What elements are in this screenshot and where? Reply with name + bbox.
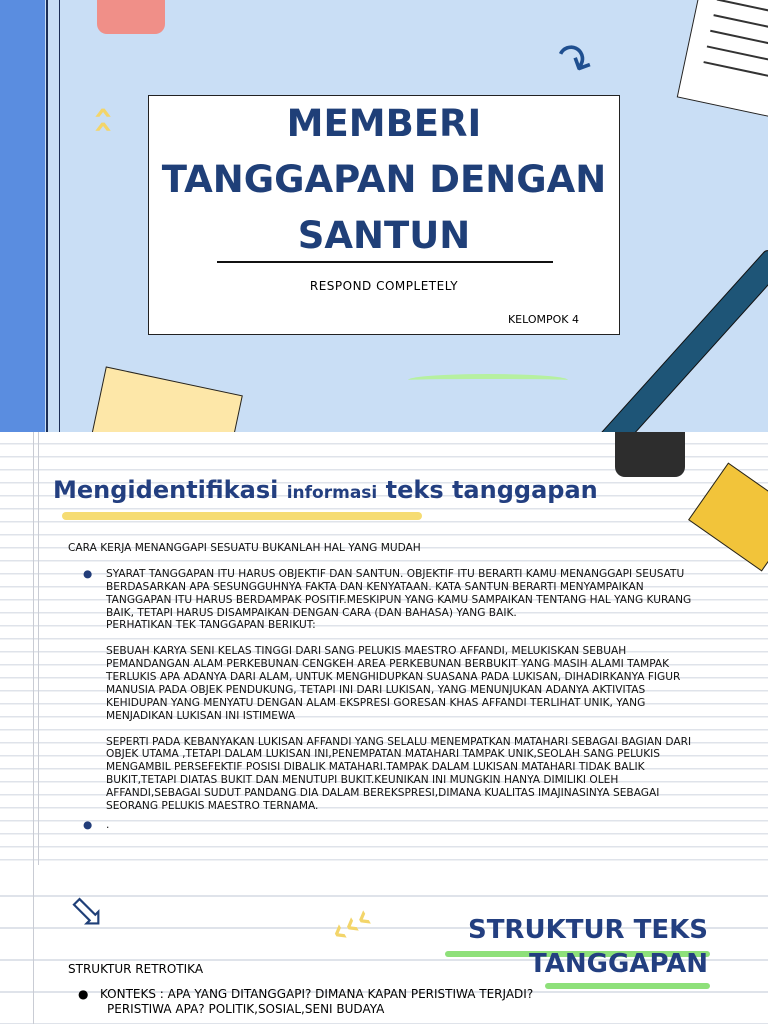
slide-title (149, 96, 619, 264)
paragraph: SEBUAH KARYA SENI KELAS TINGGI DARI SANG PELUKIS MAESTRO AFFANDI, MELUKISKAN SEBUAH PEMANDANGAN ALAM PERKEBUNAN CENGKEH AREA PERKEBUNAN BERBUKIT YANG MASIH ALAMI TAMPAK TERLUKIS APA ADANYA DARI ALAM, UNTUK MENGHIDUPKAN SUASANA PADA LUKISAN, DIHADIRKANYA FIGUR MANUSIA PADA OBJEK PENDUKUNG, TETAPI INI DARI LUKISAN, YANG MENUNJUKAN ADANYA AKTIVITAS KEHIDUPAN YANG MENYATU DENGAN ALAM EKSPRESI GORESAN KHAS AFFANDI TERLIHAT UNIK, YANG MENJADIKAN LUKISAN INI ISTIMEWA (106, 645, 681, 722)
slide-heading: TANGGAPAN (529, 949, 708, 979)
subtitle: RESPOND COMPLETELY (309, 279, 459, 293)
paper-icon (677, 0, 768, 120)
list-item (78, 987, 533, 1017)
section-label: STRUKTUR RETROTIKA (68, 962, 204, 976)
title-rule (217, 261, 553, 263)
divider (46, 0, 48, 432)
list-item (68, 819, 708, 832)
bullet-text: PERHATIKAN TEK TANGGAPAN BERIKUT: (106, 619, 316, 632)
left-strip (0, 0, 45, 432)
eraser-icon (97, 0, 165, 34)
squiggle-icon (408, 374, 568, 386)
note-icon (87, 366, 243, 432)
heading-part: teks tanggapan (385, 476, 598, 504)
bullet-icon: ● (83, 567, 93, 580)
heading-part: Mengidentifikasi (53, 476, 279, 504)
arrow-icon: ⇨ (57, 881, 120, 944)
slide-heading: STRUKTUR TEKS (467, 915, 708, 945)
margin-line (33, 432, 34, 865)
title-slide (0, 0, 768, 432)
bullet-text: KONTEKS : APA YANG DITANGGAPI? DIMANA KAPAN PERISTIWA TERJADI? (99, 987, 534, 1001)
divider (59, 0, 60, 432)
bullet-icon: ● (83, 818, 93, 831)
slide-body (68, 542, 708, 832)
bullet-text: SYARAT TANGGAPAN ITU HARUS OBJEKTIF DAN SANTUN. OBJEKTIF ITU BERARTI KAMU MENANGGAPI SEUSATU BERDASARKAN APA SESUNGGUHNYA FAKTA DAN KENYATAAN. KATA SANTUN BERARTI MENYAMPAIKAN TANGGAPAN ITU HARUS BERDAMPAK POSITIF.MESKIPUN YANG KAMU SAMPAIKAN TENTANG HAL YANG KURANG BAIK, TETAPI HARUS DISAMPAIKAN DENGAN CARA (DAN BAHASA) YANG BAIK. (106, 567, 692, 619)
bullet-text: . (106, 818, 110, 831)
margin-line (38, 432, 39, 865)
title-line: MEMBERI (286, 102, 482, 145)
curved-arrow-icon: ↷ (545, 30, 601, 93)
chevrons-icon: ›› (82, 105, 123, 135)
content-slide (0, 432, 768, 865)
margin-line (33, 865, 34, 1024)
group-label: KELOMPOK 4 (507, 313, 579, 326)
heading-highlight (62, 512, 422, 520)
heading-part: informasi (286, 483, 378, 503)
list-item (68, 568, 708, 813)
paragraph: SEPERTI PADA KEBANYAKAN LUKISAN AFFANDI YANG SELALU MENEMPATKAN MATAHARI SEBAGAI BAGIAN DARI OBJEK UTAMA ,TETAPI DALAM LUKISAN INI,PENEMPATAN MATAHARI TAMPAK UNIK,SEOLAH SANG PELUKIS MENGAMBIL PERSEFEKTIF POSISI DIBALIK MATAHARI.TAMPAK DALAM LUKISAN MATAHARI TIDAK BALIK BUKIT,TETAPI DIATAS BUKIT DAN MENUTUPI BUKIT.KEUNIKAN INI MUNGKIN HANYA DIMILIKI OLEH AFFANDI,SEBAGAI SUDUT PANDANG DIA DALAM BEREKSPRESI,DIMANA KUALITAS IMAJINASINYA SEBAGAI SEORANG PELUKIS MAESTRO TERNAMA. (106, 735, 692, 813)
bullet-text: PERISTIWA APA? POLITIK,SOSIAL,SENI BUDAYA (107, 1002, 385, 1016)
title-line: SANTUN (297, 214, 471, 257)
intro-text: CARA KERJA MENANGGAPI SESUATU BUKANLAH HAL YANG MUDAH (68, 542, 421, 554)
chevrons-icon: ‹‹‹ (322, 897, 380, 953)
slide-heading (53, 476, 598, 504)
structure-slide (0, 865, 768, 1024)
title-line: TANGGAPAN DENGAN (161, 158, 607, 201)
bullet-icon: ● (78, 987, 89, 1001)
marker-cap-icon (615, 432, 685, 477)
title-box (148, 95, 620, 335)
heading-underline (545, 983, 710, 989)
